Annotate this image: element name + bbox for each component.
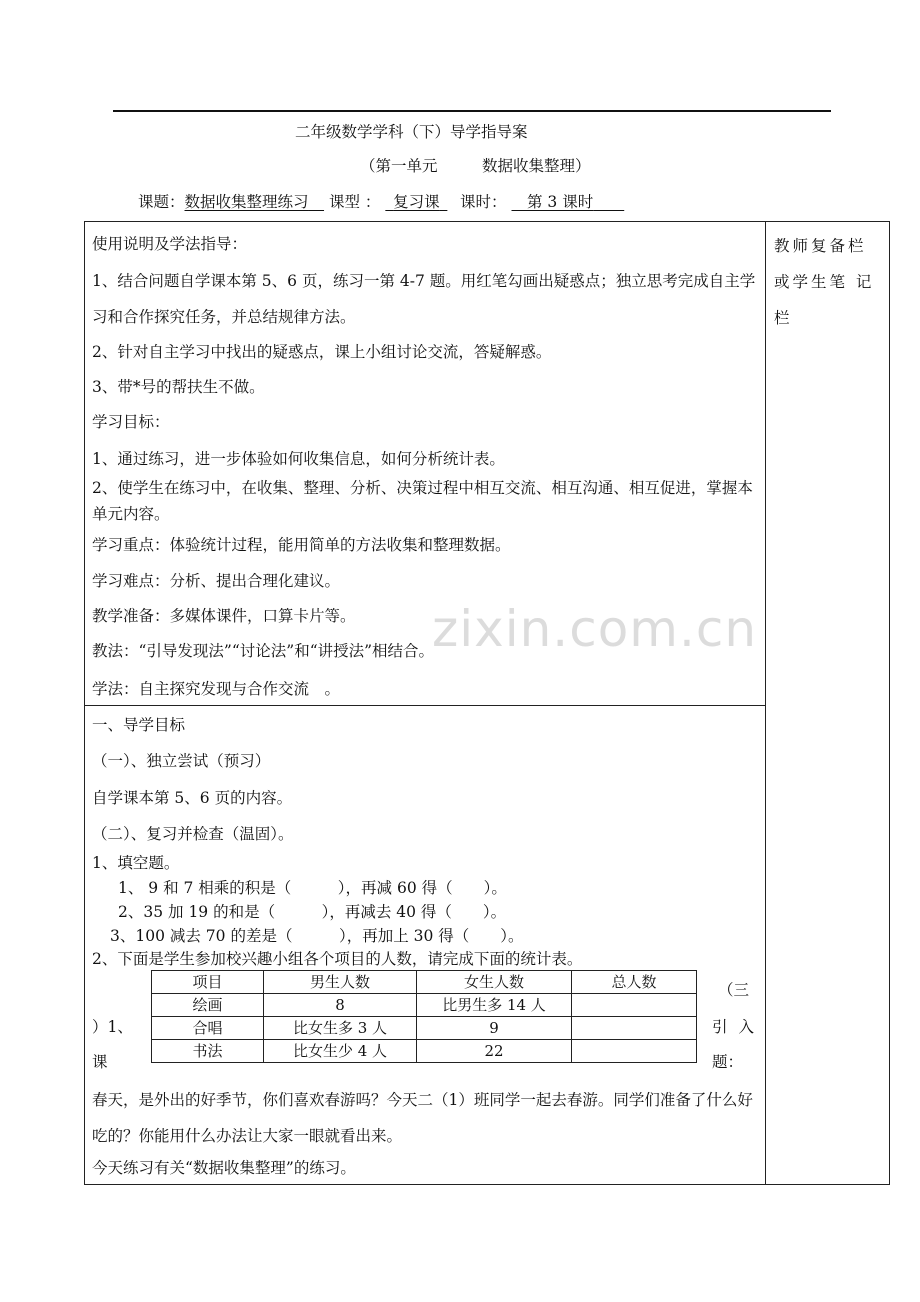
lesson-label: 课题： (138, 193, 185, 211)
period-value: 第 3 课时 (527, 193, 594, 211)
learning-method: 学法：自主探究发现与合作交流 。 (92, 680, 341, 698)
question-2: 2、35 加 19 的和是（ ），再减去 40 得（ ）。 (118, 903, 507, 921)
stats-table (151, 970, 697, 1063)
objective-item-1: 1、通过练习，进一步体验如何收集信息，如何分析统计表。 (92, 450, 505, 468)
objective-item-2: 2、使学生在练习中，在收集、整理、分析、决策过程中相互交流、相互沟通、相互促进，掌握本单元内容。 (92, 479, 753, 523)
part1-title: （一）、独立尝试（预习） (92, 752, 271, 770)
preparation: 教学准备：多媒体课件，口算卡片等。 (92, 607, 356, 625)
watermark: zixin.com.cn (432, 600, 758, 658)
table-cell: 9 (417, 1017, 572, 1040)
header-rule (113, 110, 831, 112)
intro-paragraph: 春天，是外出的好季节，你们喜欢春游吗？今天二（1）班同学一起去春游。同学们准备了什么好吃的？你能用什么办法让大家一眼就看出来。 (92, 1091, 753, 1145)
difficulty: 学习难点：分析、提出合理化建议。 (92, 572, 341, 590)
lesson-info-row (138, 190, 624, 212)
table-cell: 8 (264, 994, 417, 1017)
unit-topic: 数据收集整理） (482, 157, 591, 175)
side-column-note: 教师复备栏或学生笔 记栏 (774, 237, 875, 327)
side-column-divider (765, 221, 766, 1185)
key-point: 学习重点：体验统计过程，能用简单的方法收集和整理数据。 (92, 536, 511, 554)
table-cell (572, 1017, 697, 1040)
table-cell: 合唱 (152, 1017, 264, 1040)
objectives-heading: 学习目标： (92, 413, 170, 431)
period-label: 课时： (460, 193, 507, 211)
table-header-row (152, 971, 697, 994)
closing-line: 今天练习有关“数据收集整理”的练习。 (92, 1159, 356, 1177)
unit-label: （第一单元 (360, 157, 438, 175)
instructions-heading: 使用说明及学法指导： (92, 235, 248, 253)
type-label: 课型 ： (328, 193, 381, 211)
instruction-item-3: 3、带*号的帮扶生不做。 (92, 378, 265, 396)
right-fragment-3: 题： (712, 1053, 744, 1071)
fill-blank-title: 1、填空题。 (92, 854, 180, 872)
guide-heading: 一、导学目标 (92, 716, 186, 734)
section-divider (84, 705, 765, 706)
document-title: 二年级数学学科（下）导学指导案 (295, 123, 528, 141)
type-value: 复习课 (393, 193, 440, 211)
left-fragment-2: 课 (92, 1053, 108, 1071)
question-1: 1、 9 和 7 相乘的积是（ ），再减 60 得（ ）。 (118, 879, 507, 897)
instruction-item-1: 1、结合问题自学课本第 5、6 页，练习一第 4-7 题。用红笔勾画出疑惑点；独立思考完成自主学习和合作探究任务，并总结规律方法。 (92, 272, 756, 326)
table-cell: 比女生多 3 人 (264, 1017, 417, 1040)
teaching-method: 教法：“引导发现法”“讨论法”和“讲授法”相结合。 (92, 642, 435, 660)
right-fragment-2: 引入 (712, 1018, 766, 1036)
table-cell (572, 994, 697, 1017)
left-fragment-1: ）1、 (92, 1018, 133, 1036)
instruction-item-2: 2、针对自主学习中找出的疑惑点，课上小组讨论交流，答疑解惑。 (92, 343, 552, 361)
table-header-cell: 项目 (152, 971, 264, 994)
table-row (152, 1017, 697, 1040)
question-3: 3、100 减去 70 的差是（ ），再加上 30 得（ ）。 (110, 927, 524, 945)
right-fragment-1: （三 (718, 981, 750, 999)
table-cell: 22 (417, 1040, 572, 1063)
table-cell (572, 1040, 697, 1063)
table-header-cell: 男生人数 (264, 971, 417, 994)
table-cell: 比女生少 4 人 (264, 1040, 417, 1063)
table-row (152, 1040, 697, 1063)
part2-title: （二）、复习并检查（温固）。 (92, 825, 294, 843)
table-header-cell: 女生人数 (417, 971, 572, 994)
table-cell: 书法 (152, 1040, 264, 1063)
lesson-value: 数据收集整理练习 (184, 193, 309, 211)
table-intro: 2、下面是学生参加校兴趣小组各个项目的人数，请完成下面的统计表。 (92, 950, 583, 968)
table-cell: 绘画 (152, 994, 264, 1017)
table-cell: 比男生多 14 人 (417, 994, 572, 1017)
part1-body: 自学课本第 5、6 页的内容。 (92, 789, 293, 807)
table-row (152, 994, 697, 1017)
table-header-cell: 总人数 (572, 971, 697, 994)
